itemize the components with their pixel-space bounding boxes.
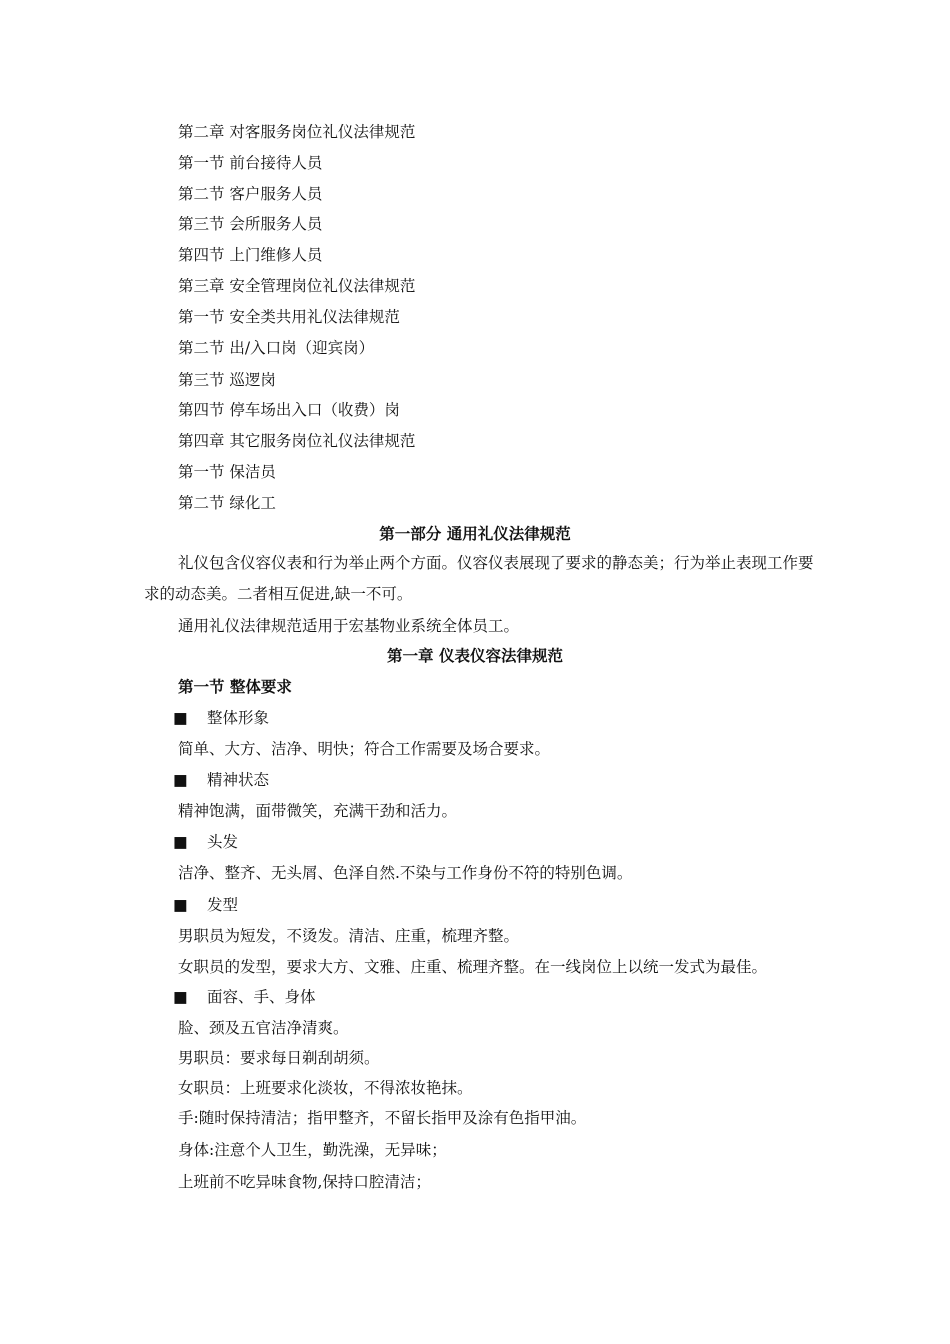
toc-section: 第二节 绿化工 bbox=[178, 494, 276, 512]
bullet-heading-text: 整体形象 bbox=[207, 709, 270, 727]
intro-paragraph-text: 礼仪包含仪容仪表和行为举止两个方面。仪容仪表展现了要求的静态美；行为举止表现工作要求的动态美。二者相互促进,缺一不可。 bbox=[144, 554, 814, 603]
bullet-heading bbox=[173, 987, 316, 1007]
toc-chapter-3: 第三章 安全管理岗位礼仪法律规范 bbox=[178, 277, 416, 295]
toc-section: 第一节 安全类共用礼仪法律规范 bbox=[178, 308, 400, 326]
toc-section: 第四节 停车场出入口（收费）岗 bbox=[178, 401, 400, 419]
intro-scope: 通用礼仪法律规范适用于宏基物业系统全体员工。 bbox=[178, 617, 520, 635]
part-title: 第一部分 通用礼仪法律规范 bbox=[379, 524, 571, 543]
section-title: 第一节 整体要求 bbox=[178, 677, 292, 696]
intro-paragraph bbox=[144, 548, 820, 610]
bullet-square-icon: ■ bbox=[173, 771, 188, 789]
item-line: 女职员：上班要求化淡妆，不得浓妆艳抹。 bbox=[178, 1079, 473, 1097]
bullet-heading bbox=[173, 708, 269, 728]
bullet-heading-text: 头发 bbox=[207, 833, 239, 851]
item-line: 男职员：要求每日剃刮胡须。 bbox=[178, 1049, 380, 1067]
toc-chapter-2: 第二章 对客服务岗位礼仪法律规范 bbox=[178, 123, 416, 141]
bullet-square-icon: ■ bbox=[173, 988, 188, 1006]
bullet-heading bbox=[173, 770, 269, 790]
toc-section: 第四节 上门维修人员 bbox=[178, 246, 323, 264]
item-line: 手:随时保持清洁；指甲整齐，不留长指甲及涂有色指甲油。 bbox=[178, 1109, 587, 1127]
item-line: 精神饱满，面带微笑，充满干劲和活力。 bbox=[178, 802, 458, 820]
item-line: 身体:注意个人卫生，勤洗澡，无异味； bbox=[178, 1141, 447, 1159]
item-line: 女职员的发型，要求大方、文雅、庄重、梳理齐整。在一线岗位上以统一发式为最佳。 bbox=[178, 958, 768, 976]
bullet-heading-text: 发型 bbox=[207, 896, 239, 914]
chapter-title: 第一章 仪表仪容法律规范 bbox=[387, 646, 563, 665]
item-line: 简单、大方、洁净、明快；符合工作需要及场合要求。 bbox=[178, 740, 551, 758]
item-line: 上班前不吃异味食物,保持口腔清洁； bbox=[178, 1173, 431, 1191]
bullet-heading bbox=[173, 832, 238, 852]
item-line: 男职员为短发，不烫发。清洁、庄重，梳理齐整。 bbox=[178, 927, 520, 945]
bullet-heading-text: 面容、手、身体 bbox=[207, 988, 316, 1006]
item-line: 洁净、整齐、无头屑、色泽自然.不染与工作身份不符的特别色调。 bbox=[178, 864, 633, 882]
bullet-square-icon: ■ bbox=[173, 709, 188, 727]
toc-section: 第三节 巡逻岗 bbox=[178, 371, 276, 389]
bullet-heading bbox=[173, 895, 238, 915]
toc-section: 第一节 保洁员 bbox=[178, 463, 276, 481]
toc-section: 第三节 会所服务人员 bbox=[178, 215, 323, 233]
toc-section: 第二节 客户服务人员 bbox=[178, 185, 323, 203]
item-line: 脸、颈及五官洁净清爽。 bbox=[178, 1019, 349, 1037]
bullet-heading-text: 精神状态 bbox=[207, 771, 270, 789]
toc-section: 第一节 前台接待人员 bbox=[178, 154, 323, 172]
toc-section: 第二节 出/入口岗（迎宾岗） bbox=[178, 339, 375, 357]
toc-chapter-4: 第四章 其它服务岗位礼仪法律规范 bbox=[178, 432, 416, 450]
bullet-square-icon: ■ bbox=[173, 833, 188, 851]
bullet-square-icon: ■ bbox=[173, 896, 188, 914]
